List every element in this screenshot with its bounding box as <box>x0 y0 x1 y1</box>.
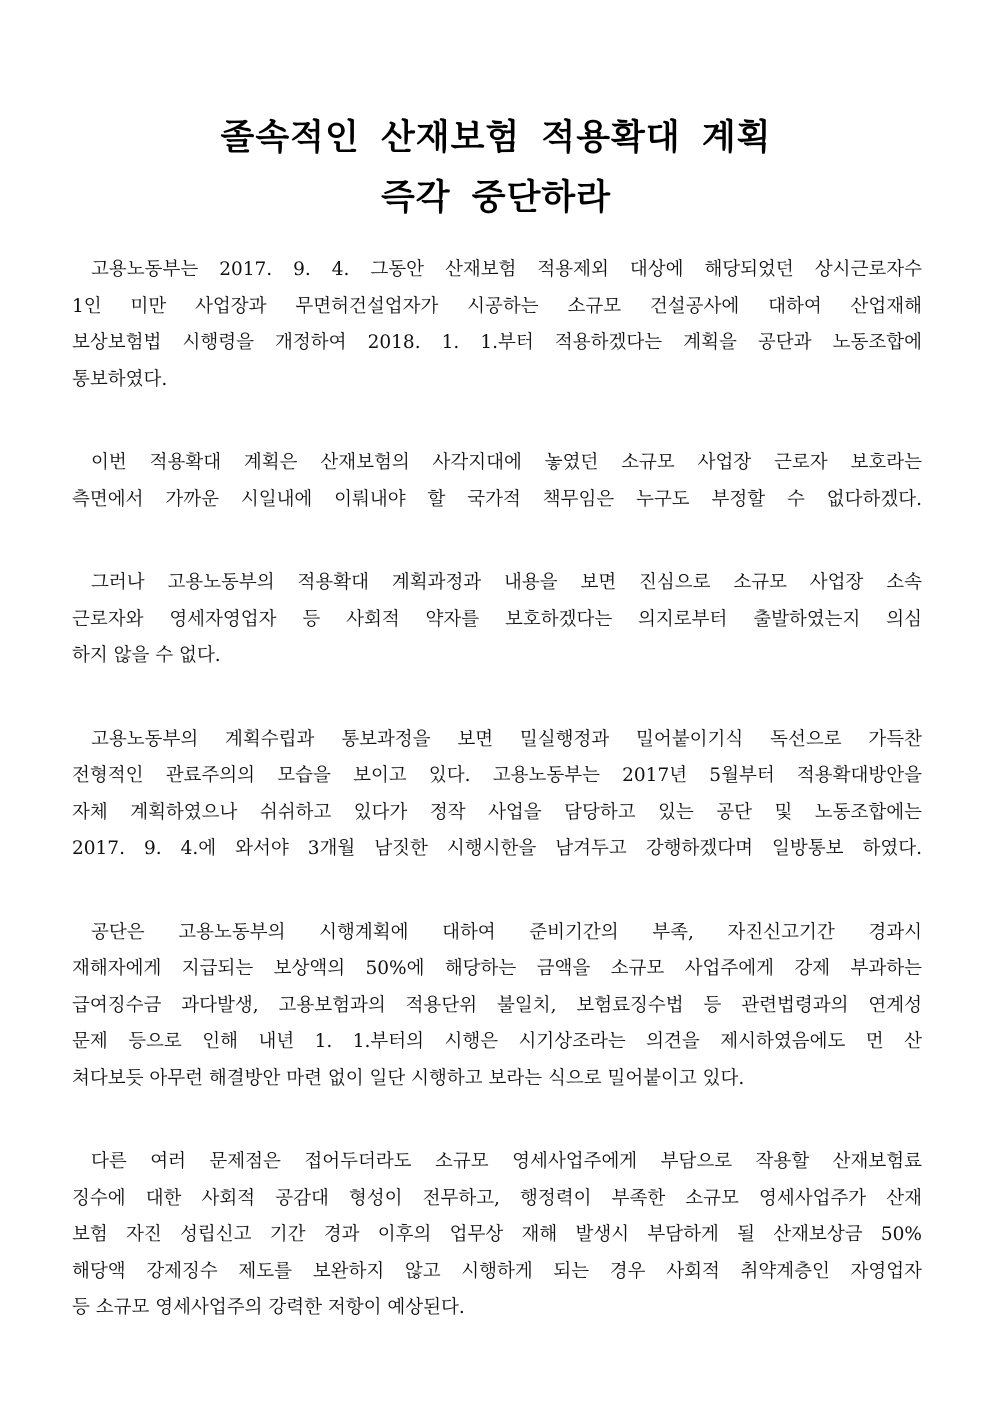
paragraph-line: 해당액 강제징수 제도를 보완하지 않고 시행하게 되는 경우 사회적 취약계층인 자영업자 <box>72 1260 922 1282</box>
paragraph-4 <box>72 722 922 868</box>
paragraph-line: 공단은 고용노동부의 시행계획에 대하여 준비기간의 부족, 자진신고기간 경과시 <box>91 921 922 943</box>
paragraph-line: 재해자에게 지급되는 보상액의 50%에 해당하는 금액을 소규모 사업주에게 강제 부과하는 <box>72 958 922 979</box>
paragraph-line: 보상보험법 시행령을 개정하여 2018. 1. 1.부터 적용하겠다는 계획을 공단과 노동조합에 <box>72 332 922 353</box>
paragraph-line: 자체 계획하였으나 쉬쉬하고 있다가 정작 사업을 담당하고 있는 공단 및 노동조합에는 <box>72 801 922 823</box>
paragraph-line: 문제 등으로 인해 내년 1. 1.부터의 시행은 시기상조라는 의견을 제시하였음에도 먼 산 <box>72 1031 922 1052</box>
document-title <box>0 108 992 228</box>
paragraph-2 <box>72 445 922 518</box>
paragraph-line: 근로자와 영세자영업자 등 사회적 약자를 보호하겠다는 의지로부터 출발하였는지 의심 <box>72 608 922 630</box>
paragraph-line: 그러나 고용노동부의 적용확대 계획과정과 내용을 보면 진심으로 소규모 사업장 소속 <box>91 572 922 593</box>
paragraph-line: 전형적인 관료주의의 모습을 보이고 있다. 고용노동부는 2017년 5월부터 적용확대방안을 <box>72 765 922 786</box>
paragraph-line: 징수에 대한 사회적 공감대 형성이 전무하고, 행정력이 부족한 소규모 영세사업주가 산재 <box>72 1187 922 1209</box>
title-line-1: 졸속적인 산재보험 적용확대 계획 <box>220 117 772 158</box>
document-body <box>72 252 922 1374</box>
paragraph-3 <box>72 565 922 675</box>
paragraph-1 <box>72 252 922 398</box>
paragraph-line: 고용노동부는 2017. 9. 4. 그동안 산재보험 적용제외 대상에 해당되었던 상시근로자수 <box>91 259 922 280</box>
paragraph-line: 다른 여러 문제점은 접어두더라도 소규모 영세사업주에게 부담으로 작용할 산재보험료 <box>91 1151 922 1172</box>
paragraph-6 <box>72 1144 922 1327</box>
paragraph-line: 하지 않을 수 없다. <box>72 645 221 666</box>
paragraph-line: 고용노동부의 계획수립과 통보과정을 보면 밀실행정과 밀어붙이기식 독선으로 가득찬 <box>91 728 922 750</box>
paragraph-line: 급여징수금 과다발생, 고용보험과의 적용단위 불일치, 보험료징수법 등 관련법령과의 연계성 <box>72 994 922 1016</box>
paragraph-line: 2017. 9. 4.에 와서야 3개월 남짓한 시행시한을 남겨두고 강행하겠다며 일방통보 하였다. <box>72 838 922 859</box>
paragraph-line: 1인 미만 사업장과 무면허건설업자가 시공하는 소규모 건설공사에 대하여 산업재해 <box>72 295 922 317</box>
title-line-2: 즉각 중단하라 <box>380 177 612 218</box>
paragraph-line: 측면에서 가까운 시일내에 이뤄내야 할 국가적 책무임은 누구도 부정할 수 없다하겠다. <box>72 488 922 510</box>
paragraph-line: 보험 자진 성립신고 기간 경과 이후의 업무상 재해 발생시 부담하게 될 산재보상금 50% <box>72 1224 922 1245</box>
paragraph-line: 쳐다보듯 아무런 해결방안 마련 없이 일단 시행하고 보라는 식으로 밀어붙이고 있다. <box>72 1067 745 1089</box>
paragraph-5 <box>72 915 922 1098</box>
paragraph-line: 등 소규모 영세사업주의 강력한 저항이 예상된다. <box>72 1297 465 1318</box>
paragraph-line: 이번 적용확대 계획은 산재보험의 사각지대에 놓였던 소규모 사업장 근로자 보호라는 <box>91 452 922 473</box>
paragraph-line: 통보하였다. <box>72 368 168 390</box>
